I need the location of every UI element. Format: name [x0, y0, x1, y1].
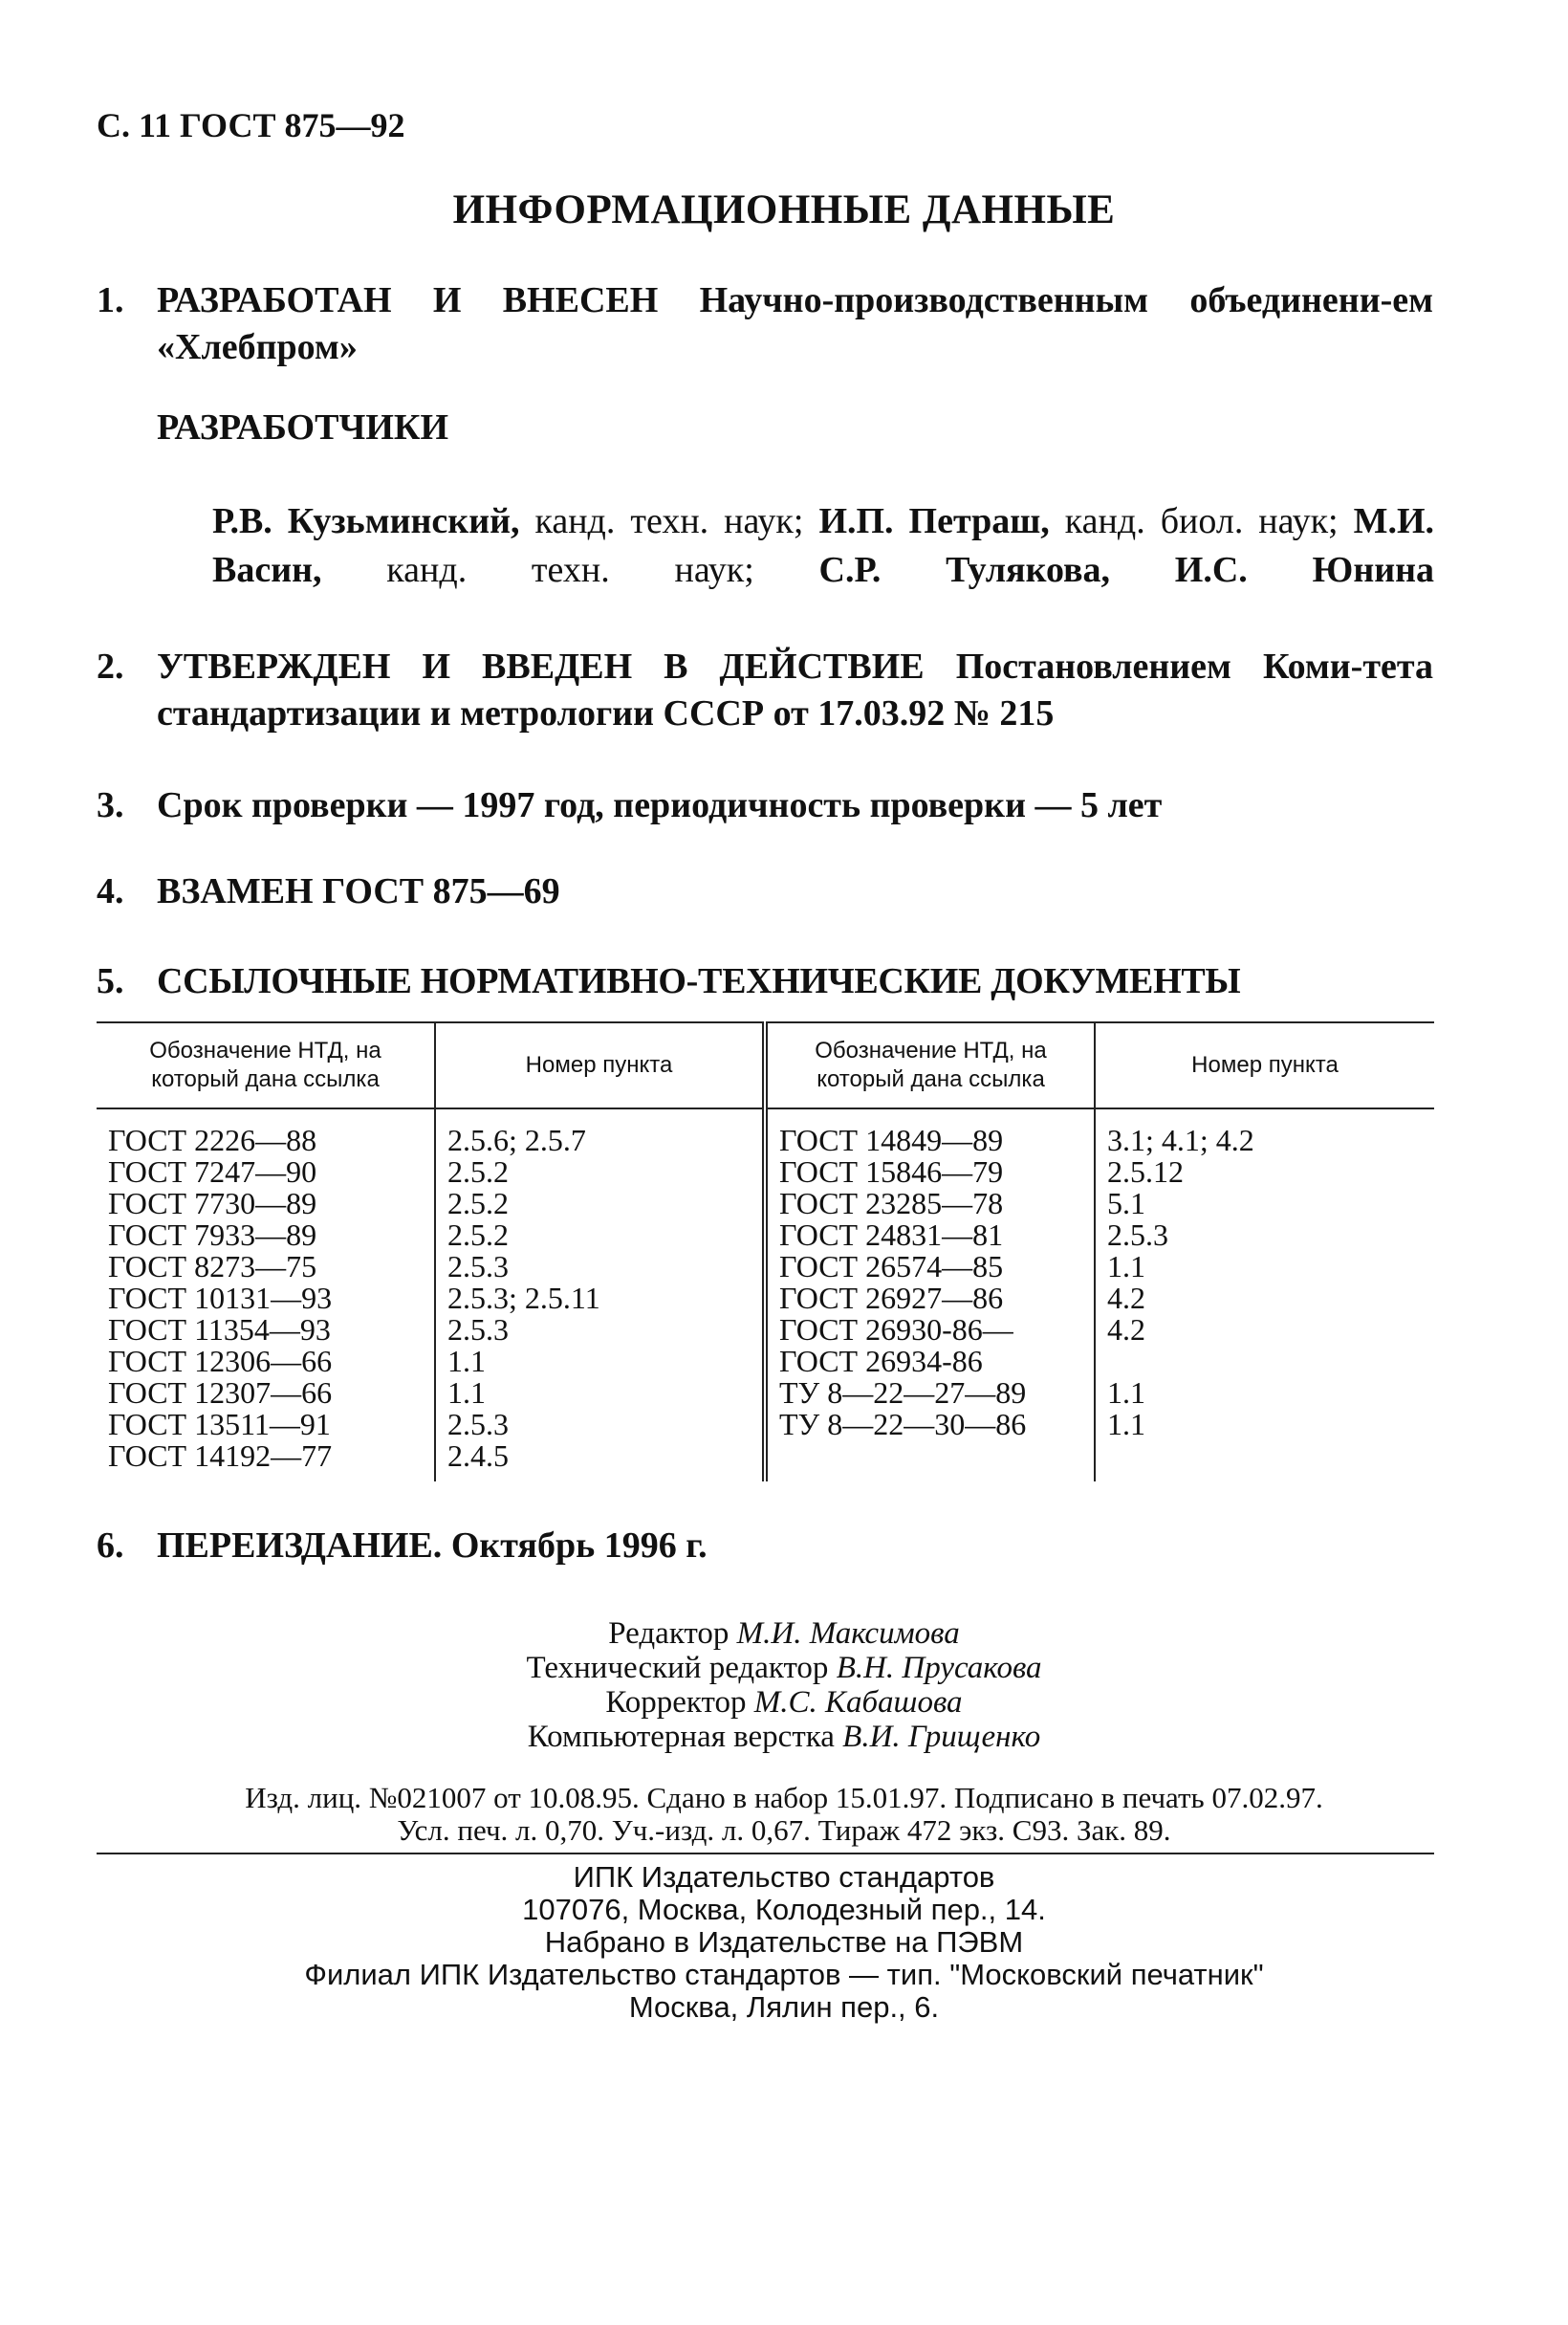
ntd-designation-cell: ГОСТ 10131—93	[108, 1281, 333, 1315]
clause-number-cell: 2.5.2	[435, 1156, 765, 1188]
item-number: 3.	[97, 785, 124, 825]
clause-number-cell: 2.5.2	[435, 1219, 765, 1251]
credit-line	[0, 1651, 1568, 1685]
page-header: С. 11 ГОСТ 875—92	[97, 106, 405, 144]
credits-block	[0, 1616, 1568, 1754]
credit-name: В.Н. Прусакова	[836, 1651, 1042, 1685]
divider	[97, 1853, 1434, 1854]
item-number: 5.	[97, 961, 124, 1001]
table-header-row	[97, 1022, 1434, 1108]
clause-number-cell: 2.5.3	[435, 1314, 765, 1346]
ntd-designation-cell: ТУ 8—22—30—86	[765, 1409, 1095, 1440]
table-row	[97, 1409, 1434, 1440]
imprint-line: Усл. печ. л. 0,70. Уч.-изд. л. 0,67. Тираж 472 экз. С93. Зак. 89.	[397, 1813, 1171, 1847]
item-lead: ПЕРЕИЗДАНИЕ.	[157, 1525, 443, 1566]
table-row	[97, 1156, 1434, 1188]
ntd-designation-cell: ГОСТ 2226—88	[108, 1123, 317, 1157]
table-row	[97, 1283, 1434, 1314]
clause-number-cell: 2.5.3	[1095, 1219, 1434, 1251]
ntd-designation-cell: ГОСТ 7730—89	[108, 1186, 317, 1220]
publisher-line: Филиал ИПК Издательство стандартов — тип. "Московский печатник"	[304, 1958, 1264, 1991]
item-body: ССЫЛОЧНЫЕ НОРМАТИВНО-ТЕХНИЧЕСКИЕ ДОКУМЕНТЫ	[157, 961, 1241, 1001]
developers-list	[212, 497, 1434, 595]
table-row	[97, 1219, 1434, 1251]
credit-name: М.И. Максимова	[736, 1616, 960, 1651]
developer-name: С.Р. Тулякова, И.С. Юнина	[818, 550, 1434, 590]
item-body	[157, 1523, 1433, 1569]
clause-number-cell: 2.4.5	[435, 1440, 765, 1481]
publisher-line: Москва, Лялин пер., 6.	[628, 1990, 940, 2024]
item-body	[157, 644, 1433, 737]
clause-number-cell	[1095, 1346, 1434, 1377]
ntd-designation-cell: ГОСТ 23285—78	[765, 1188, 1095, 1219]
clause-number-cell: 1.1	[435, 1346, 765, 1377]
ntd-designation-cell: ГОСТ 15846—79	[765, 1156, 1095, 1188]
item-text: Постановлением Коми-тета стандартизации и метрологии СССР от 17.03.92 № 215	[157, 647, 1434, 734]
table-row	[97, 1314, 1434, 1346]
item-body: Срок проверки — 1997 год, периодичность проверки — 5 лет	[157, 785, 1163, 825]
page-title: ИНФОРМАЦИОННЫЕ ДАННЫЕ	[452, 187, 1116, 232]
ntd-designation-cell: ГОСТ 14192—77	[108, 1438, 333, 1473]
ntd-designation-cell: ТУ 8—22—27—89	[765, 1377, 1095, 1409]
reference-documents-table	[97, 1021, 1434, 1481]
column-header: Обозначение НТД, на который дана ссылка	[765, 1022, 1095, 1108]
imprint-line: Изд. лиц. №021007 от 10.08.95. Сдано в набор 15.01.97. Подписано в печать 07.02.97.	[245, 1781, 1323, 1814]
developer-name: М.И. Васин,	[212, 501, 1435, 590]
credit-line	[0, 1685, 1568, 1720]
item-4	[97, 868, 1435, 915]
clause-number-cell: 5.1	[1095, 1188, 1434, 1219]
credit-role: Редактор	[608, 1616, 730, 1651]
table-row	[97, 1108, 1434, 1156]
ntd-designation-cell: ГОСТ 11354—93	[108, 1312, 331, 1347]
developer-title: канд. техн. наук;	[534, 501, 804, 541]
item-2	[97, 644, 1435, 737]
item-5	[97, 958, 1435, 1005]
credit-name: М.С. Кабашова	[753, 1685, 963, 1720]
credit-line	[0, 1720, 1568, 1754]
column-header: Номер пункта	[1095, 1022, 1434, 1108]
clause-number-cell	[1095, 1440, 1434, 1481]
clause-number-cell: 2.5.2	[435, 1188, 765, 1219]
clause-number-cell: 1.1	[1095, 1377, 1434, 1409]
credit-role: Технический редактор	[526, 1651, 829, 1685]
clause-number-cell: 3.1; 4.1; 4.2	[1095, 1108, 1434, 1156]
clause-number-cell: 1.1	[435, 1377, 765, 1409]
credit-role: Компьютерная верстка	[527, 1720, 835, 1754]
developer-name: И.П. Петраш,	[818, 501, 1050, 541]
clause-number-cell: 4.2	[1095, 1314, 1434, 1346]
item-3	[97, 782, 1435, 829]
table-row	[97, 1251, 1434, 1283]
publisher-line: ИПК Издательство стандартов	[573, 1860, 995, 1894]
developer-title: канд. техн. наук;	[386, 550, 754, 590]
ntd-designation-cell	[765, 1440, 1095, 1481]
clause-number-cell: 1.1	[1095, 1251, 1434, 1283]
ntd-designation-cell: ГОСТ 7933—89	[108, 1217, 317, 1252]
item-number: 4.	[97, 871, 124, 911]
clause-number-cell: 2.5.12	[1095, 1156, 1434, 1188]
ntd-designation-cell: ГОСТ 26934-86	[765, 1346, 1095, 1377]
table-row	[97, 1377, 1434, 1409]
table-row	[97, 1188, 1434, 1219]
credit-role: Корректор	[605, 1685, 747, 1720]
item-lead: УТВЕРЖДЕН И ВВЕДЕН В ДЕЙСТВИЕ	[157, 647, 925, 687]
clause-number-cell: 2.5.3	[435, 1409, 765, 1440]
item-lead: РАЗРАБОТАН И ВНЕСЕН	[157, 280, 659, 320]
ntd-designation-cell: ГОСТ 26927—86	[765, 1283, 1095, 1314]
ntd-designation-cell: ГОСТ 13511—91	[108, 1407, 331, 1441]
column-header: Обозначение НТД, на который дана ссылка	[97, 1022, 435, 1108]
item-number: 1.	[97, 280, 124, 320]
ntd-designation-cell: ГОСТ 24831—81	[765, 1219, 1095, 1251]
developer-name: Р.В. Кузьминский,	[212, 501, 520, 541]
ntd-designation-cell: ГОСТ 26574—85	[765, 1251, 1095, 1283]
developers-heading: РАЗРАБОТЧИКИ	[157, 407, 449, 448]
credit-name: В.И. Грищенко	[842, 1720, 1041, 1754]
developer-title: канд. биол. наук;	[1064, 501, 1339, 541]
item-1	[97, 277, 1435, 371]
ntd-designation-cell: ГОСТ 12306—66	[108, 1344, 333, 1378]
item-body	[157, 277, 1433, 371]
ntd-designation-cell: ГОСТ 8273—75	[108, 1249, 317, 1283]
imprint-block	[0, 1782, 1568, 1847]
column-header: Номер пункта	[435, 1022, 765, 1108]
item-text: Октябрь 1996 г.	[450, 1525, 708, 1566]
table-row	[97, 1440, 1434, 1481]
publisher-line: Набрано в Издательстве на ПЭВМ	[544, 1925, 1024, 1959]
ntd-designation-cell: ГОСТ 12307—66	[108, 1375, 333, 1410]
credit-line	[0, 1616, 1568, 1651]
item-text: Научно-производственным объединени-ем «Хлебпром»	[157, 280, 1433, 367]
item-number: 6.	[97, 1525, 124, 1566]
ntd-designation-cell: ГОСТ 26930-86—	[765, 1314, 1095, 1346]
clause-number-cell: 1.1	[1095, 1409, 1434, 1440]
table-row	[97, 1346, 1434, 1377]
ntd-designation-cell: ГОСТ 7247—90	[108, 1154, 317, 1189]
ntd-designation-cell: ГОСТ 14849—89	[765, 1108, 1095, 1156]
publisher-line: 107076, Москва, Колодезный пер., 14.	[522, 1893, 1046, 1926]
item-body: ВЗАМЕН ГОСТ 875—69	[157, 871, 560, 911]
publisher-block	[0, 1861, 1568, 2024]
item-number: 2.	[97, 647, 124, 687]
clause-number-cell: 2.5.3; 2.5.11	[435, 1283, 765, 1314]
clause-number-cell: 4.2	[1095, 1283, 1434, 1314]
item-6	[97, 1523, 1435, 1569]
clause-number-cell: 2.5.3	[435, 1251, 765, 1283]
clause-number-cell: 2.5.6; 2.5.7	[435, 1108, 765, 1156]
